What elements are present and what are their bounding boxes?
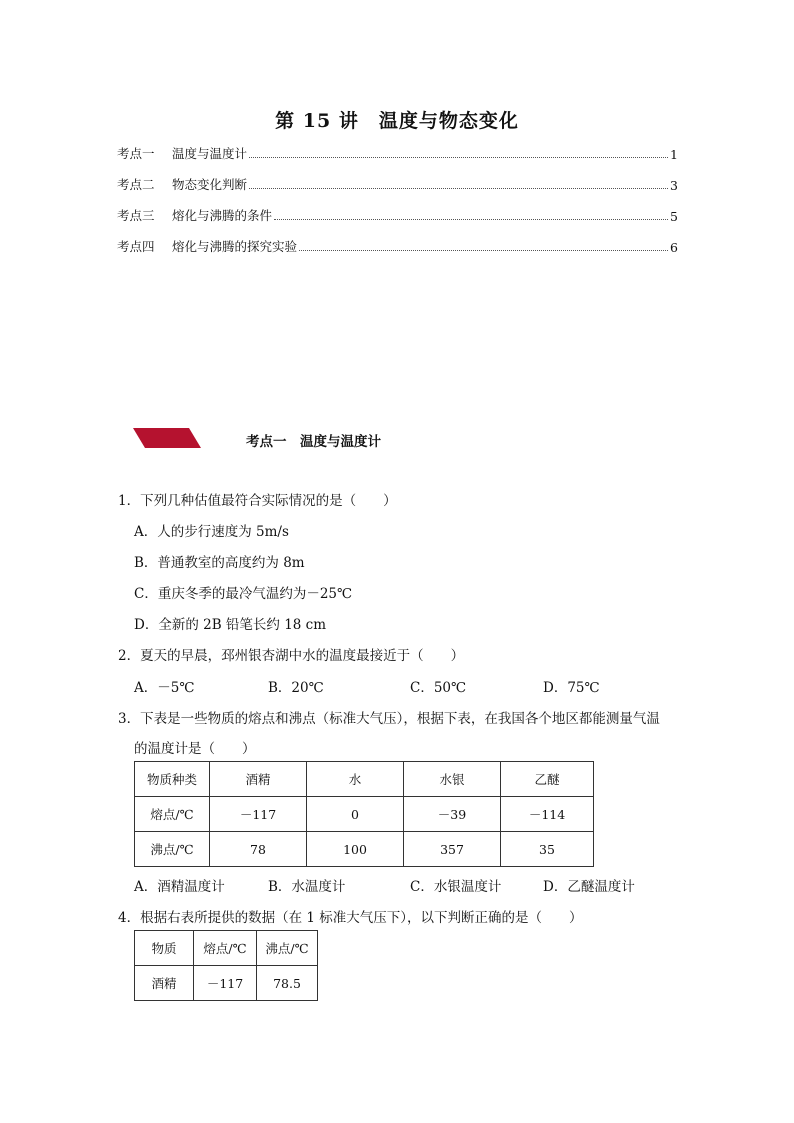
question-stem: 1．下列几种估值最符合实际情况的是（ ） [118,493,397,509]
section-banner-shape [133,428,201,448]
option-c: C．50℃ [410,680,467,696]
table-cell: 100 [307,832,404,867]
option-b: B．普通教室的高度约为 8m [134,555,305,571]
toc-item-key: 考点二 [117,177,155,192]
toc-item[interactable] [117,144,678,162]
table-cell: －39 [404,797,501,832]
toc-item[interactable] [117,237,678,255]
option-a: A．－5℃ [134,680,195,696]
table-row [135,966,318,1001]
toc-item-page: 6 [670,240,678,255]
banner-parallelogram [133,428,201,448]
table-row [135,797,594,832]
toc-leader-dots [299,250,668,251]
table-cell: 酒精 [135,966,194,1001]
toc-item-title: 温度与温度计 [172,146,248,161]
table-cell: 78 [210,832,307,867]
question-stem-continued: 的温度计是（ ） [134,741,256,757]
option-b: B．20℃ [268,680,324,696]
table-cell: 357 [404,832,501,867]
table-header-cell: 沸点/℃ [257,931,318,966]
table-header-cell: 物质 [135,931,194,966]
option-d: D．乙醚温度计 [543,879,635,895]
table-header-cell: 熔点/℃ [194,931,257,966]
table-cell: －117 [194,966,257,1001]
table-row [135,762,594,797]
table-cell: －117 [210,797,307,832]
toc-item-page: 5 [670,209,678,224]
question-stem: 2．夏天的早晨，邳州银杏湖中水的温度最接近于（ ） [118,648,465,664]
melting-boiling-table [134,761,594,867]
table-cell: 沸点/℃ [135,832,210,867]
toc-item-key: 考点一 [117,146,155,161]
table-row [135,832,594,867]
page-title: 第 15 讲 温度与物态变化 [275,110,519,132]
table-cell: 35 [501,832,594,867]
toc-leader-dots [274,219,668,220]
option-c: C．水银温度计 [410,879,502,895]
toc-item-title: 熔化与沸腾的探究实验 [172,239,298,254]
question-stem: 4．根据右表所提供的数据（在 1 标准大气压下），以下判断正确的是（ ） [118,910,583,926]
toc-item[interactable] [117,175,678,193]
alcohol-data-table [134,930,318,1001]
table-cell: －114 [501,797,594,832]
toc-item-page: 1 [670,147,678,162]
table-header-cell: 物质种类 [135,762,210,797]
table-header-cell: 水 [307,762,404,797]
section-heading: 考点一 温度与温度计 [246,434,381,450]
toc-leader-dots [249,188,668,189]
toc-item-key: 考点三 [117,208,155,223]
toc-item-title: 熔化与沸腾的条件 [172,208,273,223]
table-cell: 熔点/℃ [135,797,210,832]
table-row [135,931,318,966]
option-b: B．水温度计 [268,879,346,895]
option-d: D．75℃ [543,680,600,696]
option-a: A．酒精温度计 [134,879,225,895]
table-header-cell: 酒精 [210,762,307,797]
table-header-cell: 水银 [404,762,501,797]
toc-item[interactable] [117,206,678,224]
option-a: A．人的步行速度为 5m/s [134,524,289,540]
toc-leader-dots [249,157,668,158]
toc-item-page: 3 [670,178,678,193]
table-header-cell: 乙醚 [501,762,594,797]
option-d: D．全新的 2B 铅笔长约 18 cm [134,617,327,633]
option-c: C．重庆冬季的最冷气温约为－25℃ [134,586,353,602]
table-cell: 0 [307,797,404,832]
toc-item-key: 考点四 [117,239,155,254]
question-stem: 3．下表是一些物质的熔点和沸点（标准大气压），根据下表，在我国各个地区都能测量气温 [118,711,660,727]
toc-item-title: 物态变化判断 [172,177,248,192]
table-cell: 78.5 [257,966,318,1001]
